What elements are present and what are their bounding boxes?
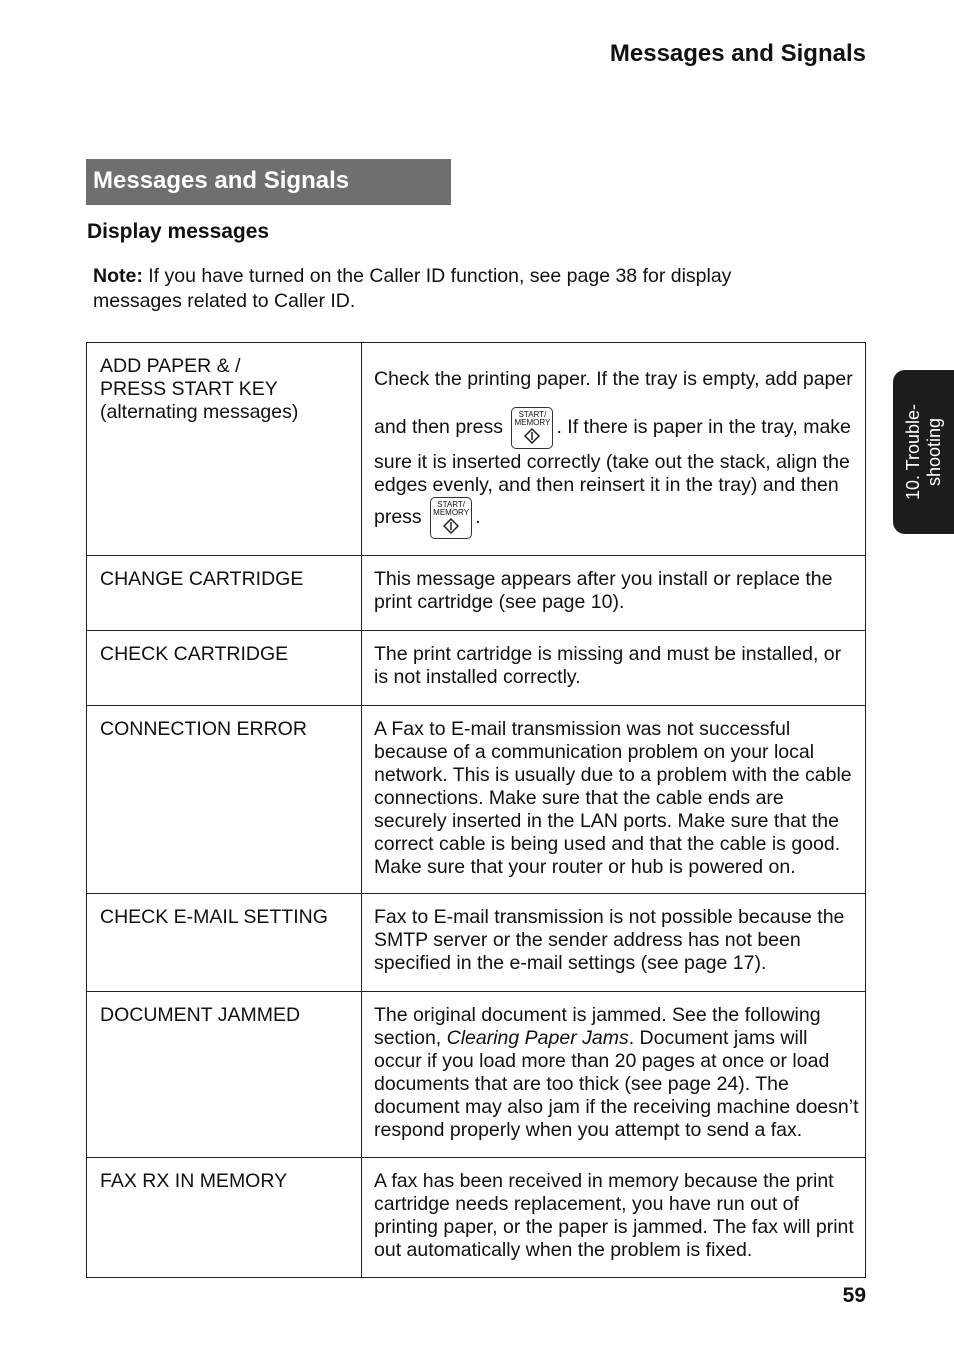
running-header-title: Messages and Signals <box>609 40 866 67</box>
side-tab-line: 10. Trouble- <box>902 403 923 501</box>
table-row <box>87 706 866 894</box>
description-text: . Document jams will occur if you load more than 20 pages at once or load documents that are too thick (see page 24). The document may also jam if the receiving machine doesn’t respond properly when you attempt to send a fax. <box>374 1027 859 1141</box>
message-cell: CONNECTION ERROR <box>87 706 362 894</box>
start-diamond-icon <box>443 518 459 534</box>
key-label-line: MEMORY <box>433 508 470 517</box>
description-cell: Fax to E-mail transmission is not possible because the SMTP server or the sender address has not been specified in the e-mail settings (see page 17). <box>362 894 866 992</box>
start-memory-key-icon <box>430 497 472 539</box>
description-text: The original document is jammed. See the following section, <box>374 1004 821 1049</box>
message-cell: FAX RX IN MEMORY <box>87 1158 362 1278</box>
description-cell <box>362 992 866 1158</box>
description-text: . If there is paper in the tray, make sure it is inserted correctly (take out the stack, align the edges evenly, and then reinsert it in the tray) and then press <box>374 416 851 529</box>
section-title-banner <box>86 159 451 205</box>
description-cell <box>362 343 866 556</box>
description-cell: A Fax to E-mail transmission was not successful because of a communication problem on your local network. This is usually due to a problem with the cable connections. Make sure that the cable ends are securely inserted in the LAN ports. Make sure that the correct cable is being used and that the cable is good. Make sure that your router or hub is powered on. <box>362 706 866 894</box>
table-row <box>87 992 866 1158</box>
message-line: PRESS START KEY <box>100 378 278 400</box>
section-title: Messages and Signals <box>93 167 350 194</box>
note-paragraph <box>93 264 813 313</box>
table-row <box>87 894 866 992</box>
message-cell: CHANGE CARTRIDGE <box>87 556 362 631</box>
table-row <box>87 1158 866 1278</box>
note-label: Note: <box>93 265 143 287</box>
table-row <box>87 631 866 706</box>
description-cell: This message appears after you install or replace the print cartridge (see page 10). <box>362 556 866 631</box>
description-text: Check the printing paper. If the tray is empty, add paper and then press <box>374 368 853 438</box>
start-memory-key-icon <box>511 407 553 449</box>
key-label-line: MEMORY <box>514 417 551 427</box>
key-label-line: START/ <box>518 409 547 419</box>
description-italic-ref: Clearing Paper Jams <box>446 1027 629 1049</box>
note-text: If you have turned on the Caller ID function, see page 38 for display messages related to Caller ID. <box>93 265 732 312</box>
message-cell: CHECK CARTRIDGE <box>87 631 362 706</box>
table-row <box>87 343 866 556</box>
message-line: (alternating messages) <box>100 401 299 423</box>
page-number: 59 <box>842 1284 866 1307</box>
message-cell: DOCUMENT JAMMED <box>87 992 362 1158</box>
subheading-display-messages: Display messages <box>87 220 270 243</box>
start-diamond-icon <box>524 428 540 444</box>
description-text: . <box>475 506 481 529</box>
side-tab-label <box>903 404 945 500</box>
description-cell: A fax has been received in memory because the print cartridge needs replacement, you have run out of printing paper, or the paper is jammed. The fax will print out automatically when the problem is fixed. <box>362 1158 866 1278</box>
description-cell: The print cartridge is missing and must be installed, or is not installed correctly. <box>362 631 866 706</box>
table-row <box>87 556 866 631</box>
message-line: ADD PAPER & / <box>100 355 241 377</box>
message-cell: CHECK E-MAIL SETTING <box>87 894 362 992</box>
messages-table <box>86 342 866 1278</box>
message-cell <box>87 343 362 556</box>
key-label-line: START/ <box>437 500 465 509</box>
chapter-side-tab <box>893 370 954 534</box>
side-tab-line: shooting <box>923 417 944 487</box>
